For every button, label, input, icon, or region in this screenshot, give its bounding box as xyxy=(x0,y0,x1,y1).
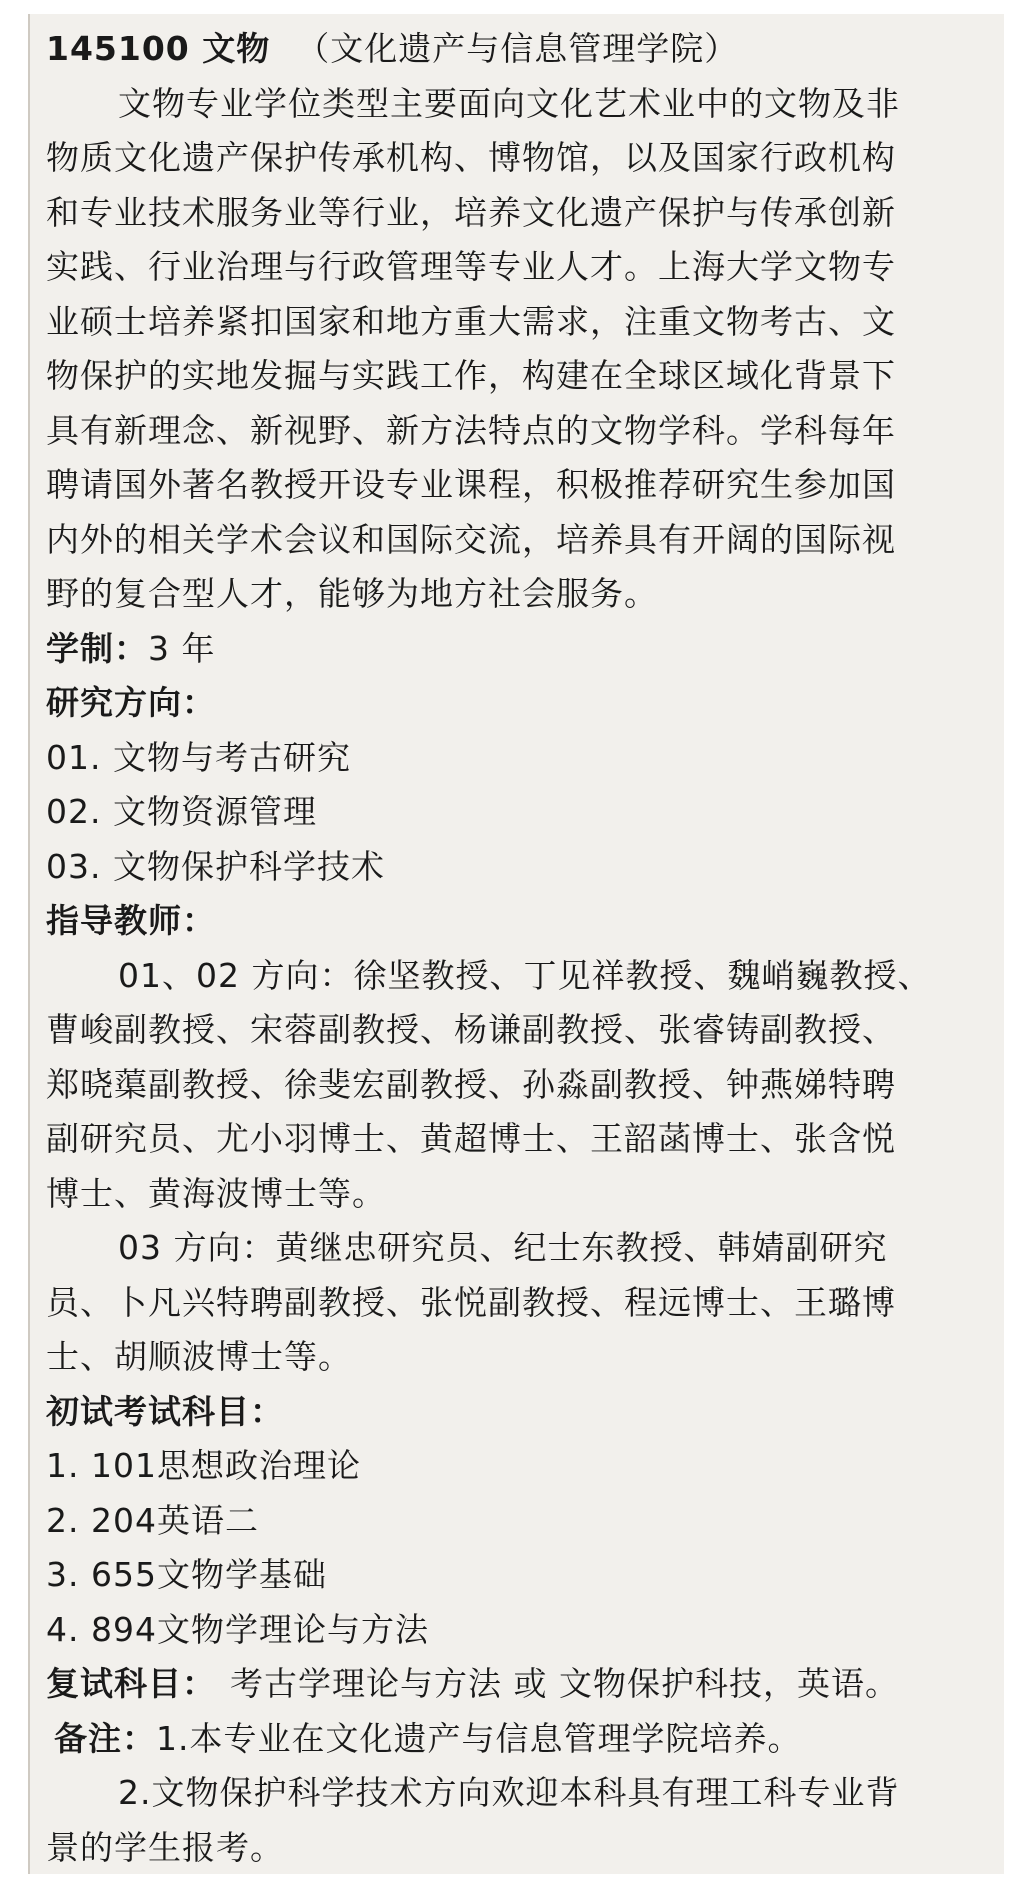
advisors-line: 曹峻副教授、宋蓉副教授、杨谦副教授、张睿铸副教授、 xyxy=(46,1010,896,1049)
exam-item: 3. 655文物学基础 xyxy=(46,1555,327,1594)
advisors-line: 01、02 方向：徐坚教授、丁见祥教授、魏峭巍教授、 xyxy=(118,955,932,995)
intro-line: 具有新理念、新视野、新方法特点的文物学科。学科每年 xyxy=(46,410,896,450)
program-title xyxy=(46,22,986,77)
directions-heading: 研究方向： xyxy=(46,683,216,722)
advisors-line: 员、卜凡兴特聘副教授、张悦副教授、程远博士、王璐博 xyxy=(46,1282,896,1322)
program-college: （文化遗产与信息管理学院） xyxy=(296,29,739,68)
direction-item: 01. 文物与考古研究 xyxy=(46,737,351,777)
duration-value: 3 年 xyxy=(148,628,216,668)
note-2-line: 景的学生报考。 xyxy=(46,1827,284,1867)
intro-line: 文物专业学位类型主要面向文化艺术业中的文物及非 xyxy=(118,83,900,123)
note-2-line: 2.文物保护科学技术方向欢迎本科具有理工科专业背 xyxy=(118,1773,900,1812)
advisors-line: 郑晓蕖副教授、徐斐宏副教授、孙淼副教授、钟燕娣特聘 xyxy=(46,1064,896,1104)
retest-label: 复试科目： xyxy=(46,1664,216,1703)
intro-line: 和专业技术服务业等行业，培养文化遗产保护与传承创新 xyxy=(46,192,896,232)
exam-heading: 初试考试科目： xyxy=(46,1391,284,1431)
advisors-line: 士、胡顺波博士等。 xyxy=(46,1337,352,1376)
exam-item: 4. 894文物学理论与方法 xyxy=(46,1609,429,1649)
intro-line: 实践、行业治理与行政管理等专业人才。上海大学文物专 xyxy=(46,247,896,286)
intro-line: 野的复合型人才，能够为地方社会服务。 xyxy=(46,574,658,613)
exam-item: 2. 204英语二 xyxy=(46,1500,259,1540)
duration-label: 学制： xyxy=(46,628,148,668)
note-1: 1.本专业在文化遗产与信息管理学院培养。 xyxy=(156,1718,802,1758)
exam-item: 1. 101思想政治理论 xyxy=(46,1446,361,1485)
document-page xyxy=(28,14,1004,1874)
document-content xyxy=(46,22,986,1875)
retest-value: 考古学理论与方法 或 文物保护科技，英语。 xyxy=(230,1664,899,1703)
retest-row xyxy=(46,1657,986,1712)
intro-line: 业硕士培养紧扣国家和地方重大需求，注重文物考古、文 xyxy=(46,301,896,341)
intro-line: 聘请国外著名教授开设专业课程，积极推荐研究生参加国 xyxy=(46,465,896,504)
notes-label: 备注： xyxy=(54,1718,156,1758)
advisors-line: 博士、黄海波博士等。 xyxy=(46,1173,386,1213)
advisors-line: 副研究员、尤小羽博士、黄超博士、王韶菡博士、张含悦 xyxy=(46,1119,896,1158)
notes-row xyxy=(46,1712,986,1767)
intro-line: 内外的相关学术会议和国际交流，培养具有开阔的国际视 xyxy=(46,519,896,559)
intro-line: 物保护的实地发掘与实践工作，构建在全球区域化背景下 xyxy=(46,356,896,395)
direction-item: 02. 文物资源管理 xyxy=(46,792,317,831)
advisors-heading: 指导教师： xyxy=(46,901,216,940)
duration-row xyxy=(46,622,986,677)
program-code-name: 145100 文物 xyxy=(46,29,271,68)
advisors-line: 03 方向：黄继忠研究员、纪士东教授、韩婧副研究 xyxy=(118,1228,888,1267)
direction-item: 03. 文物保护科学技术 xyxy=(46,846,385,886)
intro-line: 物质文化遗产保护传承机构、博物馆，以及国家行政机构 xyxy=(46,138,896,177)
